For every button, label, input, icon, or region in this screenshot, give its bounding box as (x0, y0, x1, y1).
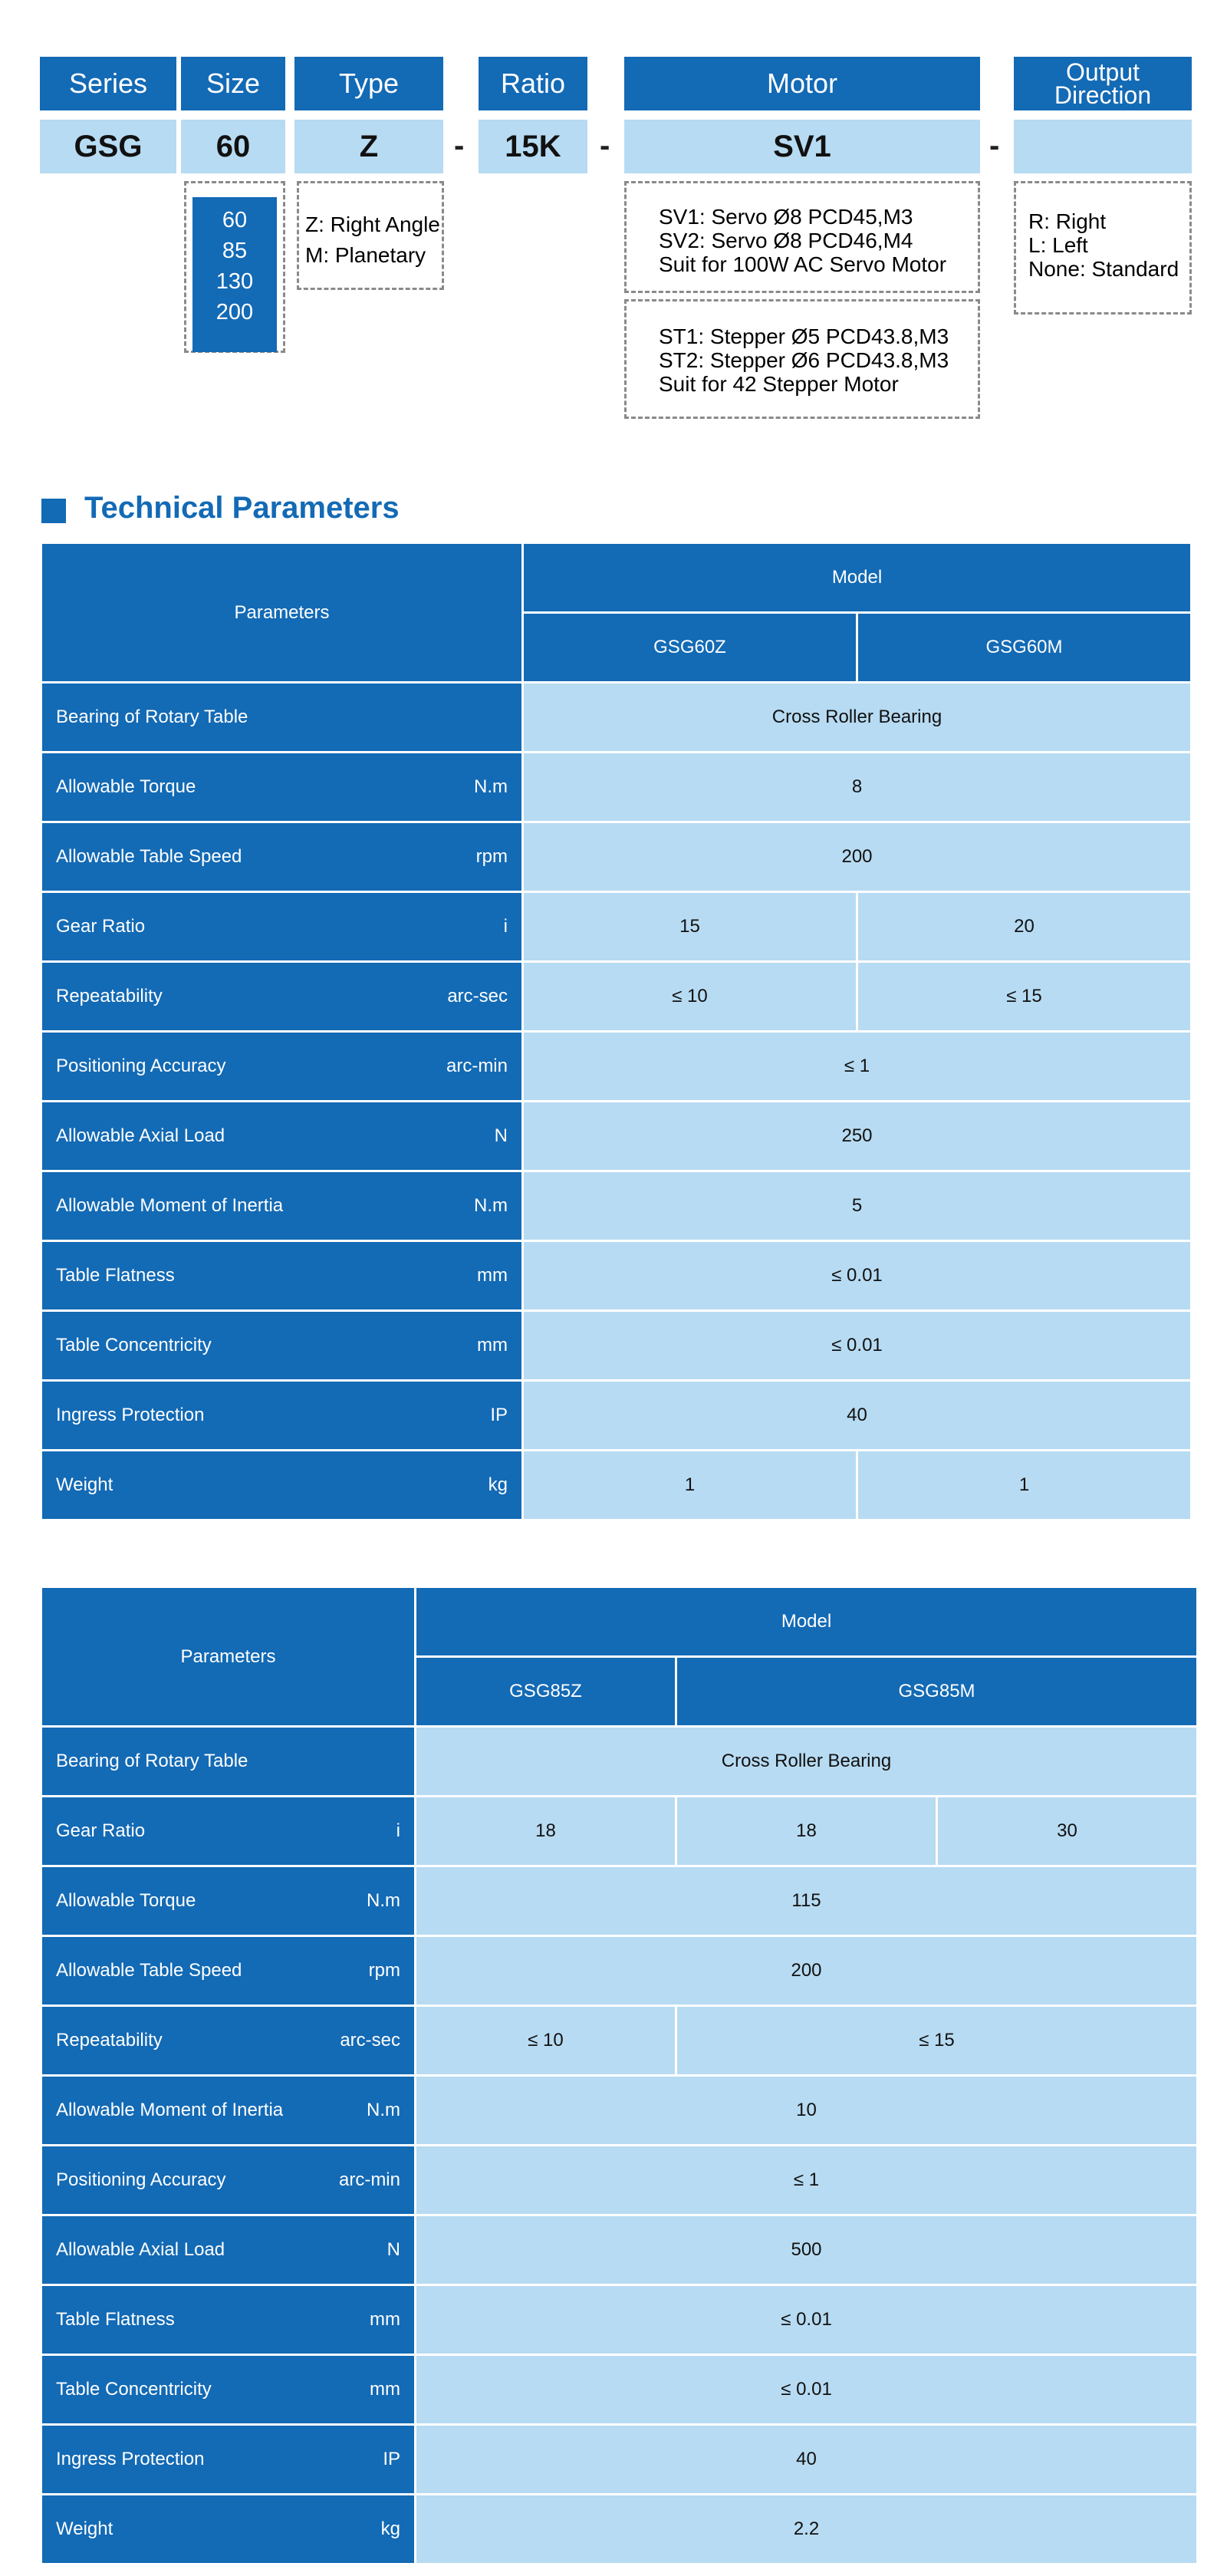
model-header: Model (523, 543, 1192, 613)
parameters-header: Parameters (41, 1587, 416, 1727)
separator-dash: - (454, 129, 465, 163)
param-name: Allowable Moment of Inertia (56, 2100, 284, 2120)
param-value: ≤ 0.01 (416, 2285, 1198, 2355)
param-value: ≤ 1 (416, 2146, 1198, 2215)
param-unit: arc-sec (447, 986, 508, 1006)
param-value: ≤ 0.01 (416, 2355, 1198, 2425)
output-direction-options-box (1014, 181, 1192, 315)
param-unit: rpm (475, 846, 508, 867)
type-value: Z (294, 120, 443, 173)
param-unit: N (494, 1125, 508, 1146)
motor-option: ST2: Stepper Ø6 PCD43.8,M3 (659, 348, 949, 372)
param-name: Table Concentricity (56, 1335, 212, 1356)
param-unit: kg (488, 1474, 508, 1495)
size-option: 130 (215, 269, 254, 294)
motor-value: SV1 (624, 120, 980, 173)
motor-option: SV2: Servo Ø8 PCD46,M4 (659, 229, 913, 252)
param-unit: i (503, 916, 508, 937)
motor-servo-options-box (624, 181, 980, 293)
model-name: GSG60M (857, 613, 1192, 683)
param-name: Weight (56, 1474, 113, 1495)
size-options-box (184, 181, 285, 353)
motor-option: SV1: Servo Ø8 PCD45,M3 (659, 205, 913, 229)
series-value: GSG (40, 120, 176, 173)
table-row (41, 2006, 1198, 2076)
size-option: 60 (222, 208, 248, 232)
motor-header: Motor (624, 57, 980, 110)
param-value: 30 (937, 1797, 1198, 1866)
param-name: Positioning Accuracy (56, 1056, 226, 1076)
output-option: L: Left (1028, 233, 1088, 257)
param-value: ≤ 15 (676, 2006, 1198, 2076)
output-header-line2: Direction (1054, 81, 1152, 109)
param-name: Bearing of Rotary Table (56, 707, 248, 727)
param-name: Repeatability (56, 986, 163, 1006)
param-value: 8 (523, 753, 1192, 822)
param-value: 500 (416, 2215, 1198, 2285)
table-row (41, 962, 1192, 1032)
param-value: 115 (416, 1866, 1198, 1936)
table-row (41, 1171, 1192, 1241)
param-value: 20 (857, 892, 1192, 962)
table-row (41, 892, 1192, 962)
param-name: Ingress Protection (56, 2449, 205, 2469)
param-value: ≤ 15 (857, 962, 1192, 1032)
param-name: Table Flatness (56, 2309, 175, 2330)
separator-dash: - (600, 129, 610, 163)
size-option: 85 (222, 239, 248, 263)
table-row (41, 1241, 1192, 1311)
param-value: 1 (523, 1451, 857, 1520)
table-row (41, 753, 1192, 822)
motor-option: Suit for 100W AC Servo Motor (659, 252, 947, 276)
param-name: Weight (56, 2518, 113, 2539)
param-name: Allowable Table Speed (56, 846, 242, 867)
table-row (41, 1866, 1198, 1936)
output-direction-header (1014, 57, 1192, 110)
size-option: 200 (215, 300, 254, 324)
ratio-value: 15K (479, 120, 587, 173)
param-name: Gear Ratio (56, 916, 146, 937)
param-unit: mm (370, 2309, 400, 2330)
param-unit: IP (490, 1405, 508, 1425)
param-unit: kg (380, 2518, 400, 2539)
table-row (41, 1727, 1198, 1797)
output-option: R: Right (1028, 209, 1107, 233)
param-unit: N.m (367, 1890, 400, 1911)
param-unit: rpm (368, 1960, 400, 1981)
param-value: 250 (523, 1102, 1192, 1171)
type-options-box (297, 181, 444, 290)
type-option: Z: Right Angle (305, 212, 440, 236)
section-title: Technical Parameters (84, 491, 400, 525)
model-name: GSG85M (676, 1657, 1198, 1727)
param-name: Table Flatness (56, 1265, 175, 1286)
ratio-header: Ratio (479, 57, 587, 110)
table-row (41, 1032, 1192, 1102)
model-header: Model (416, 1587, 1198, 1657)
param-value: 1 (857, 1451, 1192, 1520)
table-row (41, 1936, 1198, 2006)
table-row (41, 2425, 1198, 2495)
param-name: Table Concentricity (56, 2379, 212, 2400)
param-unit: mm (370, 2379, 400, 2400)
output-header-line1: Output (1065, 58, 1140, 86)
table-row (41, 1381, 1192, 1451)
param-unit: arc-sec (340, 2030, 400, 2051)
parameters-header: Parameters (41, 543, 523, 683)
param-value: 5 (523, 1171, 1192, 1241)
param-value: ≤ 10 (523, 962, 857, 1032)
param-value: 18 (676, 1797, 937, 1866)
motor-stepper-options-box (624, 299, 980, 419)
param-unit: arc-min (446, 1056, 508, 1076)
param-value: ≤ 10 (416, 2006, 676, 2076)
output-option: None: Standard (1028, 257, 1179, 281)
param-value: ≤ 1 (523, 1032, 1192, 1102)
table-row (41, 1797, 1198, 1866)
type-header: Type (294, 57, 443, 110)
param-unit: N.m (367, 2100, 400, 2120)
param-unit: arc-min (338, 2169, 400, 2190)
param-value: 2.2 (416, 2495, 1198, 2564)
output-direction-value (1014, 120, 1192, 173)
table-row (41, 2285, 1198, 2355)
param-value: 40 (523, 1381, 1192, 1451)
param-value: 40 (416, 2425, 1198, 2495)
param-unit: N (387, 2239, 400, 2260)
motor-option: Suit for 42 Stepper Motor (659, 372, 899, 396)
param-unit: IP (383, 2449, 400, 2469)
size-options-list (192, 197, 277, 352)
param-name: Allowable Torque (56, 776, 196, 797)
param-value: 15 (523, 892, 857, 962)
section-marker (41, 499, 66, 523)
param-unit: mm (477, 1265, 508, 1286)
table-row (41, 1311, 1192, 1381)
spec-table-gsg60 (40, 542, 1192, 1521)
model-name: GSG60Z (523, 613, 857, 683)
param-name: Positioning Accuracy (56, 2169, 226, 2190)
param-unit: i (396, 1820, 400, 1841)
type-option: M: Planetary (305, 243, 426, 267)
table-row (41, 1102, 1192, 1171)
param-name: Allowable Axial Load (56, 2239, 225, 2260)
table-row (41, 683, 1192, 753)
table-row (41, 2076, 1198, 2146)
size-header: Size (181, 57, 285, 110)
table-row (41, 2215, 1198, 2285)
param-value: Cross Roller Bearing (523, 683, 1192, 753)
motor-option: ST1: Stepper Ø5 PCD43.8,M3 (659, 324, 949, 348)
param-value: ≤ 0.01 (523, 1241, 1192, 1311)
param-name: Allowable Table Speed (56, 1960, 242, 1981)
param-name: Bearing of Rotary Table (56, 1751, 248, 1771)
table-row (41, 822, 1192, 892)
spec-table-gsg85 (40, 1586, 1199, 2565)
param-unit: N.m (474, 776, 508, 797)
param-name: Allowable Torque (56, 1890, 196, 1911)
table-row (41, 2146, 1198, 2215)
param-unit: N.m (474, 1195, 508, 1216)
param-name: Allowable Moment of Inertia (56, 1195, 284, 1216)
param-value: Cross Roller Bearing (416, 1727, 1198, 1797)
model-name: GSG85Z (416, 1657, 676, 1727)
param-unit: mm (477, 1335, 508, 1356)
param-name: Repeatability (56, 2030, 163, 2051)
param-name: Allowable Axial Load (56, 1125, 225, 1146)
series-header: Series (40, 57, 176, 110)
param-name: Ingress Protection (56, 1405, 205, 1425)
param-value: 200 (523, 822, 1192, 892)
table-row (41, 2495, 1198, 2564)
param-name: Gear Ratio (56, 1820, 146, 1841)
param-value: 200 (416, 1936, 1198, 2006)
table-row (41, 1451, 1192, 1520)
separator-dash: - (989, 129, 1000, 163)
table-row (41, 2355, 1198, 2425)
param-value: 10 (416, 2076, 1198, 2146)
param-value: ≤ 0.01 (523, 1311, 1192, 1381)
size-value: 60 (181, 120, 285, 173)
param-value: 18 (416, 1797, 676, 1866)
